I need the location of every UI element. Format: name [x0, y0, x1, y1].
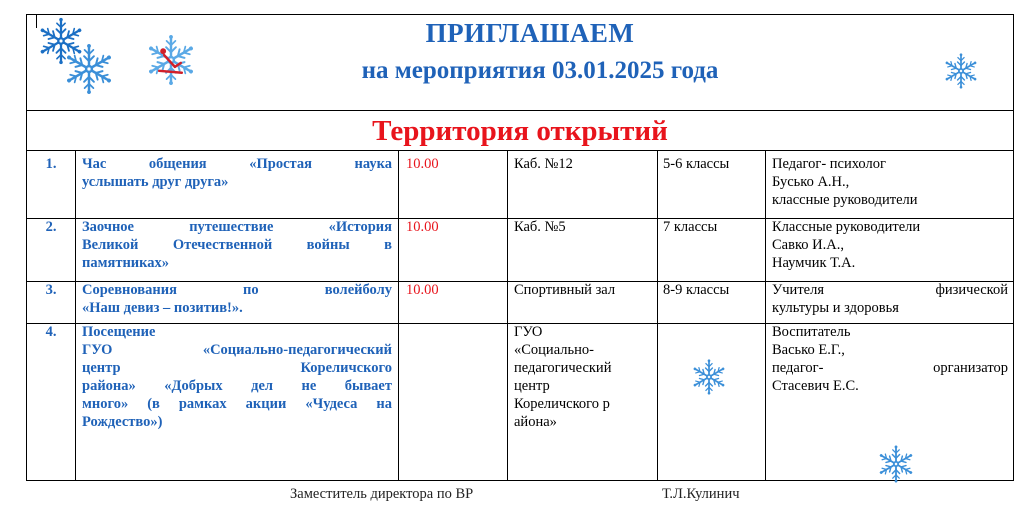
event-place-line: педагогический: [514, 360, 612, 376]
event-title-line: Соревнования по волейболу: [82, 282, 392, 298]
event-title-line: много» (в рамках акции «Чудеса на: [82, 396, 392, 412]
col-divider-num: [75, 150, 76, 481]
section-title: Территория открытий: [372, 115, 668, 147]
row-number: 3.: [45, 282, 57, 298]
event-place: [514, 155, 654, 173]
event-time: 10.00: [406, 156, 439, 172]
event-place-line: Каб. №12: [514, 156, 573, 172]
event-place-line: ГУО: [514, 324, 543, 340]
event-responsible: [772, 281, 1008, 317]
event-responsible-line: Стасевич Е.С.: [772, 378, 859, 394]
header-title: ПРИГЛАШАЕМ: [425, 18, 635, 48]
event-responsible: [772, 323, 1008, 395]
event-responsible-line: Наумчик Т.А.: [772, 255, 856, 271]
event-title-line: центр Кореличского: [82, 360, 392, 376]
snowflake-icon: [62, 42, 116, 96]
event-title: [82, 218, 392, 272]
row-number: 1.: [45, 156, 57, 172]
col-divider-place: [657, 150, 658, 481]
event-title-line: «Наш девиз – позитив!».: [82, 300, 243, 316]
event-responsible-line: Классные руководители: [772, 219, 921, 235]
event-responsible-line: Васько Е.Г.,: [772, 342, 845, 358]
event-title: [82, 281, 392, 317]
event-place: [514, 281, 654, 299]
event-time: 10.00: [406, 219, 439, 235]
event-title-line: Великой Отечественной войны в: [82, 237, 392, 253]
footer-position: Заместитель директора по ВР: [290, 486, 474, 502]
event-title-line: Рождество»): [82, 414, 163, 430]
event-title-line: памятниках»: [82, 255, 170, 271]
event-responsible-line: Бусько А.Н.,: [772, 174, 850, 190]
event-place-line: Спортивный зал: [514, 282, 616, 298]
event-grade: 7 классы: [663, 219, 718, 235]
event-place-line: центр: [514, 378, 550, 394]
snowflake-icon: [942, 52, 980, 90]
header-divider: [27, 110, 1013, 111]
header-subtitle: на мероприятия 03.01.2025 года: [361, 57, 719, 84]
event-title-line: Посещение: [82, 324, 156, 340]
event-title: [82, 323, 392, 431]
event-title-line: района» «Добрых дел не бывает: [82, 378, 392, 394]
event-place-line: Каб. №5: [514, 219, 566, 235]
event-title-line: Заочное путешествие «История: [82, 219, 392, 235]
title-divider: [27, 150, 1013, 151]
event-place: [514, 218, 654, 236]
event-time: 10.00: [406, 282, 439, 298]
footer-signature-name: Т.Л.Кулинич: [662, 486, 740, 502]
col-divider-event: [398, 150, 399, 481]
event-responsible-line: Учителя физической: [772, 282, 1008, 298]
event-grade: 8-9 классы: [663, 282, 730, 298]
event-responsible-line: Педагог- психолог: [772, 156, 886, 172]
row-number: 2.: [45, 219, 57, 235]
event-title: [82, 155, 392, 191]
event-responsible-line: Савко И.А.,: [772, 237, 844, 253]
event-responsible: [772, 155, 1008, 209]
event-responsible-line: культуры и здоровья: [772, 300, 899, 316]
event-title-line: услышать друг друга»: [82, 174, 229, 190]
col-divider-time: [507, 150, 508, 481]
event-place-line: айона»: [514, 414, 557, 430]
event-place: [514, 323, 654, 431]
row-number: 4.: [45, 324, 57, 340]
event-responsible: [772, 218, 1008, 272]
skier-snowflake-icon: [144, 33, 198, 87]
event-place-line: Кореличского р: [514, 396, 610, 412]
event-place-line: «Социально-: [514, 342, 594, 358]
event-responsible-line: Воспитатель: [772, 324, 851, 340]
event-responsible-line: классные руководители: [772, 192, 918, 208]
event-title-line: ГУО «Социально-педагогический: [82, 342, 392, 358]
snowflake-icon: [690, 358, 728, 396]
snowflake-icon: [876, 444, 916, 484]
event-responsible-line: педагог- организатор: [772, 360, 1008, 376]
event-title-line: Час общения «Простая наука: [82, 156, 392, 172]
col-divider-grade: [765, 150, 766, 481]
event-grade: 5-6 классы: [663, 156, 730, 172]
